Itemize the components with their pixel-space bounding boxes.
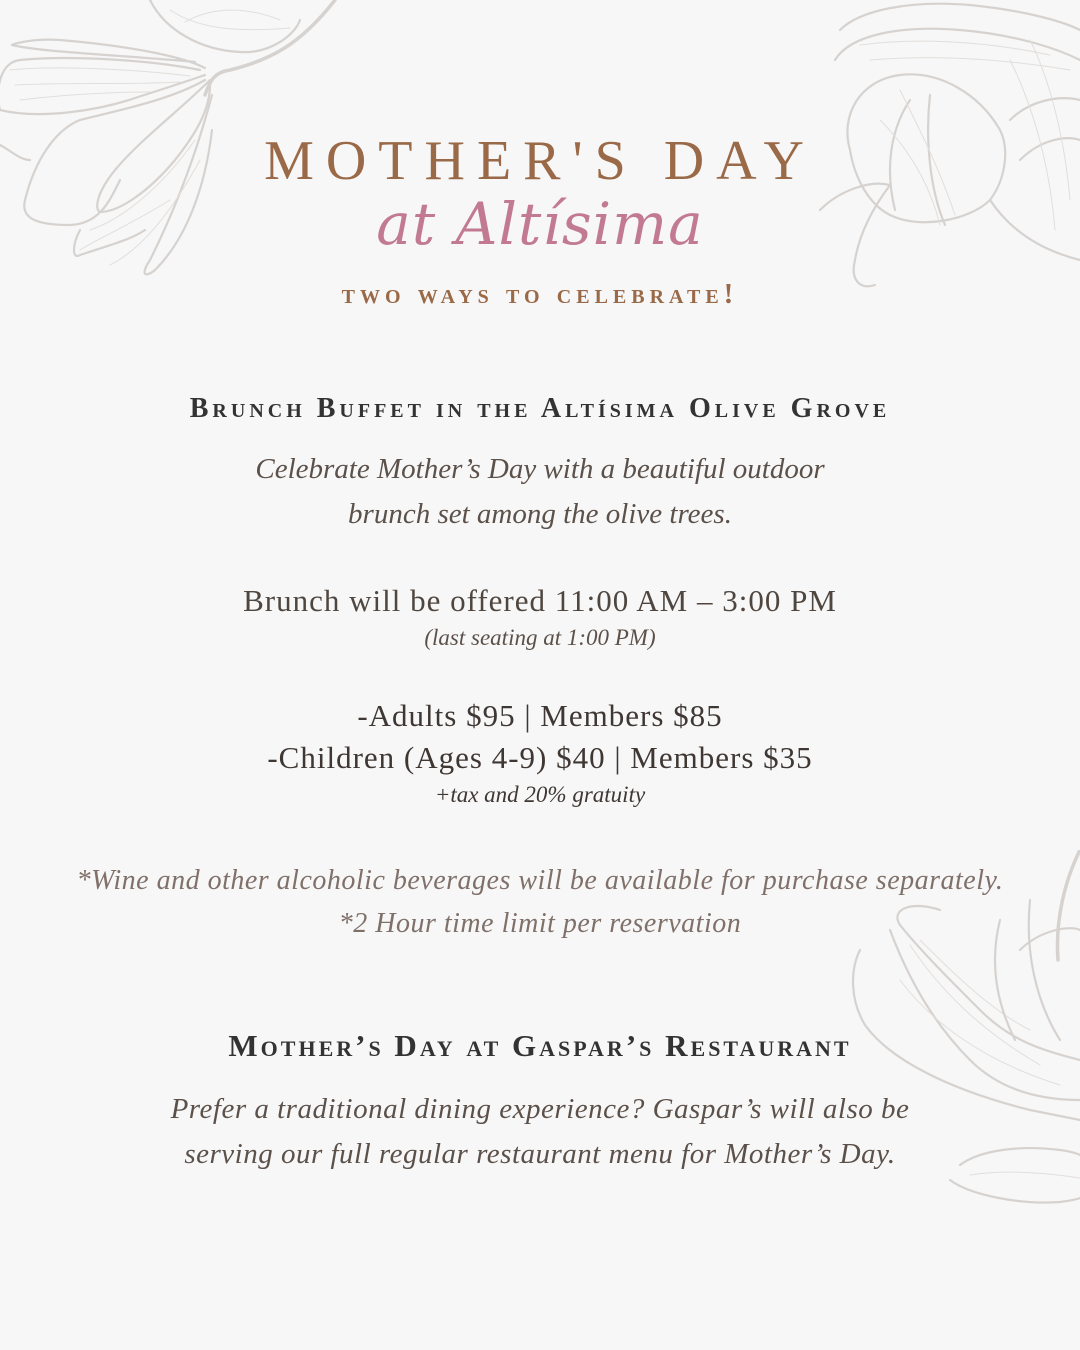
restaurant-heading: Mother’s Day at Gaspar’s Restaurant	[228, 1028, 852, 1063]
restaurant-description-line-1: Prefer a traditional dining experience? Gaspar’s will also be	[170, 1093, 910, 1125]
pricing-adults: -Adults $95 | Members $85	[357, 698, 723, 733]
pricing-note: +tax and 20% gratuity	[434, 782, 646, 807]
pricing-children: -Children (Ages 4-9) $40 | Members $35	[267, 740, 813, 775]
tagline: two ways to celebrate!	[341, 278, 739, 310]
time-limit-note: *2 Hour time limit per reservation	[338, 908, 742, 939]
wine-note: *Wine and other alcoholic beverages will be available for purchase separately.	[76, 865, 1004, 896]
script-subtitle: at Altísima	[376, 190, 704, 258]
brunch-hours: Brunch will be offered 11:00 AM – 3:00 PM	[243, 583, 837, 618]
page-title: MOTHER'S DAY	[264, 130, 816, 192]
brunch-description-line-1: Celebrate Mother’s Day with a beautiful outdoor	[255, 453, 825, 485]
last-seating: (last seating at 1:00 PM)	[424, 625, 656, 650]
brunch-description-line-2: brunch set among the olive trees.	[348, 498, 732, 530]
brunch-heading: Brunch Buffet in the Altísima Olive Grove	[189, 393, 891, 424]
restaurant-description-line-2: serving our full regular restaurant menu for Mother’s Day.	[184, 1138, 896, 1170]
